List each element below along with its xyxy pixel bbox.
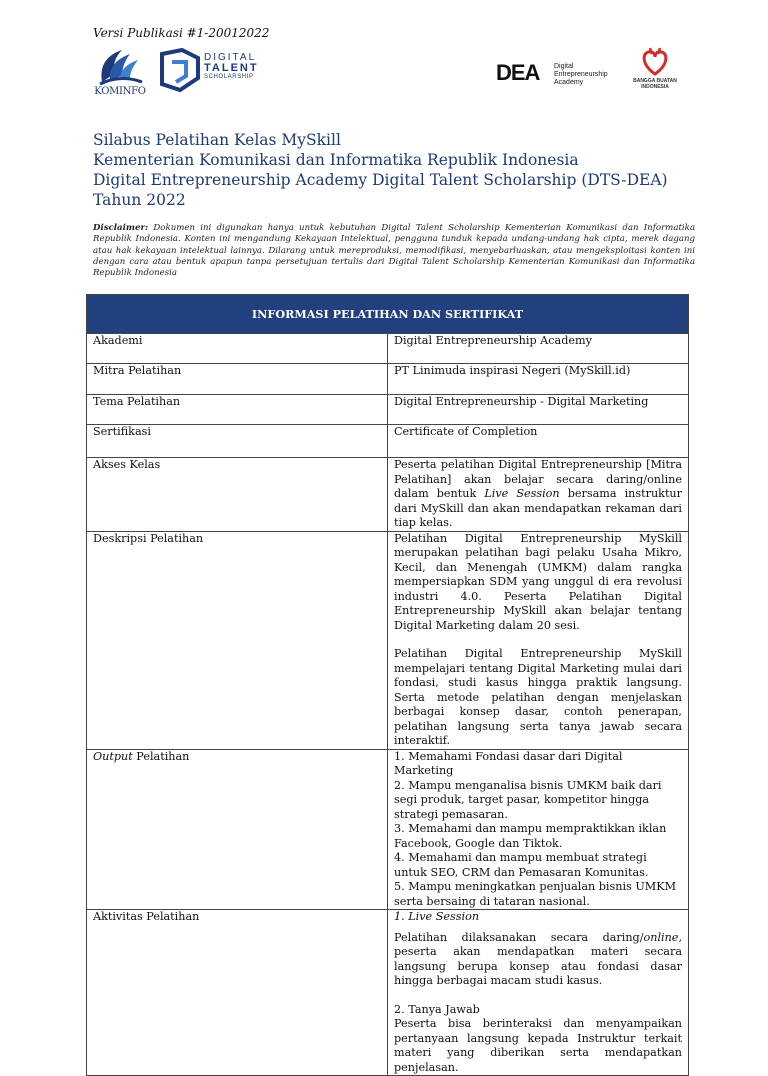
dea-mark: DEA [496,60,540,85]
row-value-tema: Digital Entrepreneurship - Digital Marketing [388,395,689,425]
dts-logo [158,48,268,96]
bangga-buatan-indonesia-logo [630,44,680,92]
disclaimer-label: Disclaimer: [93,223,149,233]
row-label-tema: Tema Pelatihan [87,395,388,425]
output-item-1: 1. Memahami Fondasi dasar dari Digital Marketing [394,749,623,777]
deskripsi-paragraph-1: Pelatihan Digital Entrepreneurship MySkill merupakan pelatihan bagi pelaku Usaha Mikro, Kecil, dan Menengah (UMKM) dalam rangka mempersiapkan SDM yang unggul di era revolusi industri 4.0. Peserta Pelatihan Digital Entrepreneurship MySkill akan belajar tentang Digital Marketing dalam 20 sesi. [394,531,682,632]
aktivitas-s1-text-2: , peserta akan mendapatkan materi secara langsung berupa konsep atau fondasi dasar hingga berbagai macam studi kasus. [394,930,682,987]
output-item-5: 5. Mampu meningkatkan penjualan bisnis UMKM serta bersaing di tataran nasional. [394,880,677,908]
table-row [87,531,689,749]
row-value-akademi: Digital Entrepreneurship Academy [388,334,689,364]
row-value-akses [388,458,689,532]
aktivitas-live-session-title: 1. Live Session [394,910,480,923]
dea-word-3: Academy [554,79,584,86]
row-label-deskripsi: Deskripsi Pelatihan [87,531,388,749]
disclaimer-text: Dokumen ini digunakan hanya untuk kebutuhan Digital Talent Scholarship Kementerian Komunikasi dan Informatika Republik Indonesia. Konten ini mengandung Kekayaan Intelektual, pengguna tunduk kepada undang-undang hak cipta, merek dagang atau hak kekayaan intelektual lainnya. Dilarang untuk mereproduksi, memodifikasi, menyebarluaskan, atau mengeksploitasi konten ini dengan cara atau bentuk apapun tanpa persetujuan tertulis dari Digital Talent Scholarship Kementerian Komunikasi dan Informatika Republik Indonesia [93,223,695,279]
disclaimer [93,223,695,279]
output-label-italic: Output [93,749,133,763]
row-value-mitra: PT Linimuda inspirasi Negeri (MySkill.id) [388,364,689,395]
table-row [87,364,689,395]
bbi-word-2: INDONESIA [641,84,669,90]
title-line-2: Kementerian Komunikasi dan Informatika Republik Indonesia [93,151,579,169]
kominfo-logo [92,44,148,102]
row-label-akses: Akses Kelas [87,458,388,532]
row-value-aktivitas [388,910,689,1076]
output-item-2: 2. Mampu menganalisa bisnis UMKM baik dari segi produk, target pasar, kompetitor hingga strategi pemasaran. [394,778,662,821]
bbi-word-1: BANGGA BUATAN [633,78,677,84]
table-heading: INFORMASI PELATIHAN DAN SERTIFIKAT [87,295,689,334]
row-value-sertifikasi: Certificate of Completion [388,425,689,458]
row-label-sertifikasi: Sertifikasi [87,425,388,458]
dts-word-2: TALENT [204,62,259,74]
output-item-4: 4. Memahami dan mampu membuat strategi untuk SEO, CRM dan Pemasaran Komunitas. [394,851,649,879]
aktivitas-tanya-jawab-text: Peserta bisa berinteraksi dan menyampaikan pertanyaan langsung kepada Instruktur terkait materi yang diberikan serta mendapatkan penjelasan. [394,1017,682,1074]
dea-word-2: Entrepreneurship [554,71,608,78]
row-value-output [388,749,689,910]
dts-word-3: SCHOLARSHIP [204,74,254,80]
aktivitas-tanya-jawab-title: 2. Tanya Jawab [394,1002,480,1016]
table-row [87,749,689,910]
aktivitas-s1-text-1: Pelatihan dilaksanakan secara daring/ [394,930,644,944]
aktivitas-live-session-text [394,931,682,989]
table-row [87,334,689,364]
akses-text-2: bersama instruktur dari MySkill dan akan mendapatkan rekaman dari tiap kelas. [394,487,682,529]
title-line-3: Digital Entrepreneurship Academy Digital Talent Scholarship (DTS-DEA) [93,171,668,189]
row-value-deskripsi [388,531,689,749]
version-label: Versi Publikasi #1-20012022 [93,26,270,40]
deskripsi-paragraph-2: Pelatihan Digital Entrepreneurship MySkill mempelajari tentang Digital Marketing mulai dari fondasi, studi kasus hingga praktik langsung. Serta metode pelatihan dengan menjelaskan berbagai konsep dasar, contoh penerapan, pelatihan langsung serta tanya jawab secara interaktif. [394,647,682,747]
training-info-table [86,294,689,1076]
table-row [87,395,689,425]
row-label-akademi: Akademi [87,334,388,364]
table-row [87,425,689,458]
table-header-row [87,295,689,334]
output-item-3: 3. Memahami dan mampu mempraktikkan iklan Facebook, Google dan Tiktok. [394,822,667,850]
aktivitas-s1-online: online [643,930,679,944]
output-label-rest: Pelatihan [132,749,190,763]
table-row [87,910,689,1076]
akses-text-1: Peserta pelatihan Digital Entrepreneurship [Mitra Pelatihan] akan belajar secara daring/online dalam bentuk [394,458,682,500]
kominfo-wordmark: KOMINFO [94,86,146,97]
table-row [87,458,689,532]
row-label-aktivitas: Aktivitas Pelatihan [87,910,388,1076]
row-label-output [87,749,388,910]
document-title [93,130,668,210]
dea-logo [496,60,621,86]
dea-word-1: Digital [554,63,574,70]
title-line-1: Silabus Pelatihan Kelas MySkill [93,131,341,149]
akses-live-session: Live Session [484,487,560,500]
dts-word-1: DIGITAL [204,52,257,63]
row-label-mitra: Mitra Pelatihan [87,364,388,395]
title-line-4: Tahun 2022 [93,191,186,209]
